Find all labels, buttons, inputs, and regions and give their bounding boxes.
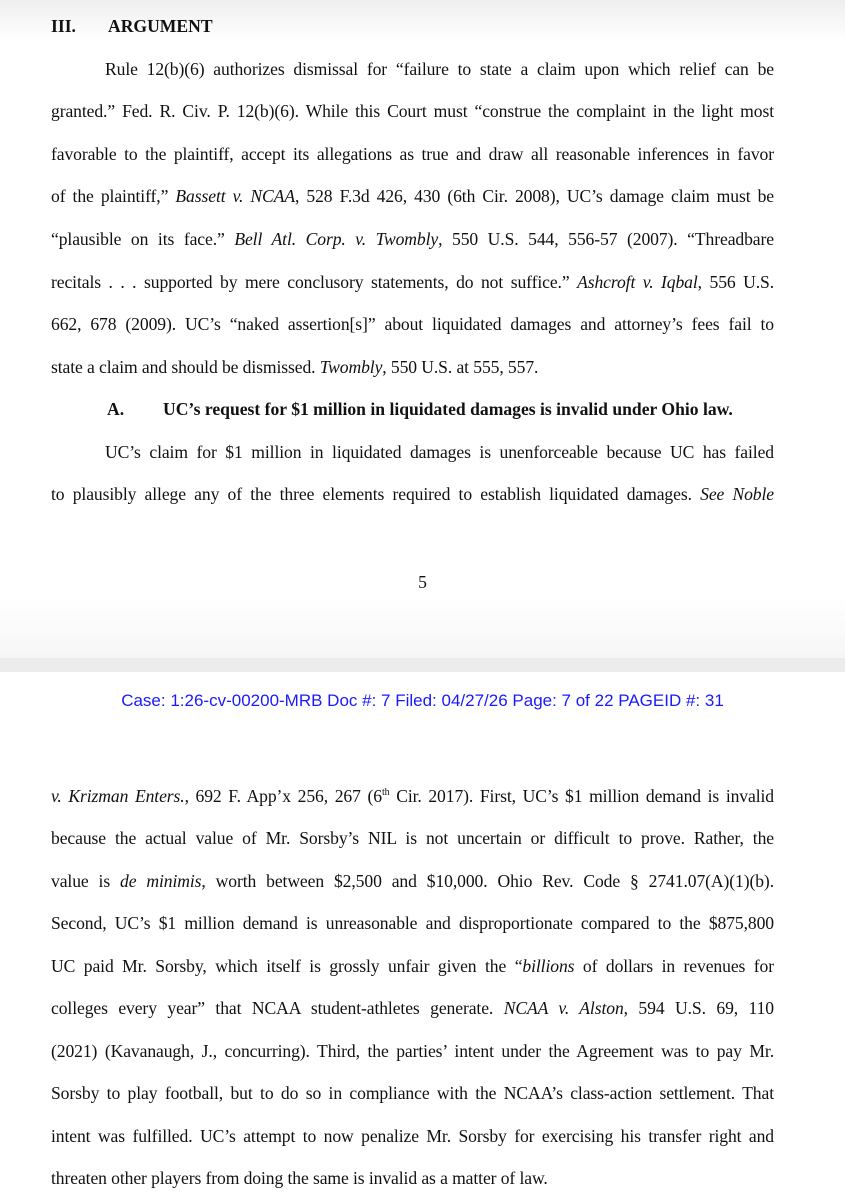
paragraph-line: (2021) (Kavanaugh, J., concurring). Third, the parties’ intent under the Agreement was to pay Mr. xyxy=(51,1041,774,1061)
paragraph-line: of the plaintiff,” Bassett v. NCAA, 528 F.3d 426, 430 (6th Cir. 2008), UC’s damage claim must be xyxy=(51,186,774,206)
page-separator xyxy=(0,658,845,672)
paragraph-line: favorable to the plaintiff, accept its allegations as true and draw all reasonable inferences in favor xyxy=(51,144,774,164)
paragraph-line: because the actual value of Mr. Sorsby’s NIL is not uncertain or difficult to prove. Rather, the xyxy=(51,828,774,848)
section-title: ARGUMENT xyxy=(108,16,213,36)
case-citation: NCAA v. Alston xyxy=(503,998,624,1018)
paragraph-line: “plausible on its face.” Bell Atl. Corp. v. Twombly, 550 U.S. 544, 556-57 (2007). “Threadbare xyxy=(51,229,774,249)
paragraph-line: threaten other players from doing the same is invalid as a matter of law. xyxy=(51,1168,548,1188)
emphasis: billions xyxy=(522,956,575,976)
latin-term: de minimis xyxy=(120,871,202,891)
paragraph-line: intent was fulfilled. UC’s attempt to now penalize Mr. Sorsby for exercising his transfer right and xyxy=(51,1126,774,1146)
section-number: III. xyxy=(51,16,76,36)
paragraph-line: UC’s claim for $1 million in liquidated damages is unenforceable because UC has failed xyxy=(105,442,774,462)
ecf-header-stamp: Case: 1:26-cv-00200-MRB Doc #: 7 Filed: 04/27/26 Page: 7 of 22 PAGEID #: 31 xyxy=(121,691,724,710)
case-citation: Twombly xyxy=(319,357,383,377)
paragraph-line: value is de minimis, worth between $2,500 and $10,000. Ohio Rev. Code § 2741.07(A)(1)(b). xyxy=(51,871,774,891)
paragraph-line: to plausibly allege any of the three elements required to establish liquidated damages. See Noble xyxy=(51,484,774,504)
page-number: 5 xyxy=(418,572,427,592)
paragraph-line: v. Krizman Enters., 692 F. App’x 256, 267 (6th Cir. 2017). First, UC’s $1 million demand is invalid xyxy=(51,786,774,806)
page-bottom-shadow xyxy=(0,596,845,658)
paragraph-line: granted.” Fed. R. Civ. P. 12(b)(6). While this Court must “construe the complaint in the light most xyxy=(51,101,774,121)
case-citation: Bassett v. NCAA xyxy=(175,186,295,206)
subsection-letter: A. xyxy=(107,399,125,419)
paragraph-line: state a claim and should be dismissed. Twombly, 550 U.S. at 555, 557. xyxy=(51,357,539,377)
case-citation: Ashcroft v. Iqbal xyxy=(577,272,698,292)
case-citation: Bell Atl. Corp. v. Twombly xyxy=(234,229,439,249)
case-citation: v. Krizman Enters. xyxy=(51,786,185,806)
case-citation: See Noble xyxy=(700,484,774,504)
paragraph-line: Second, UC’s $1 million demand is unreasonable and disproportionate compared to the $875,800 xyxy=(51,913,774,933)
subsection-title: UC’s request for $1 million in liquidated damages is invalid under Ohio law. xyxy=(163,399,733,419)
paragraph-line: 662, 678 (2009). UC’s “naked assertion[s]” about liquidated damages and attorney’s fees fail to xyxy=(51,314,774,334)
paragraph-line: colleges every year” that NCAA student-athletes generate. NCAA v. Alston, 594 U.S. 69, 110 xyxy=(51,998,774,1018)
paragraph-line: recitals . . . supported by mere conclusory statements, do not suffice.” Ashcroft v. Iqbal, 556 U.S. xyxy=(51,272,775,292)
paragraph-line: Rule 12(b)(6) authorizes dismissal for “failure to state a claim upon which relief can be xyxy=(105,59,774,79)
paragraph-line: UC paid Mr. Sorsby, which itself is grossly unfair given the “billions of dollars in revenues for xyxy=(51,956,774,976)
paragraph-line: Sorsby to play football, but to do so in compliance with the NCAA’s class-action settlement. That xyxy=(51,1083,774,1103)
